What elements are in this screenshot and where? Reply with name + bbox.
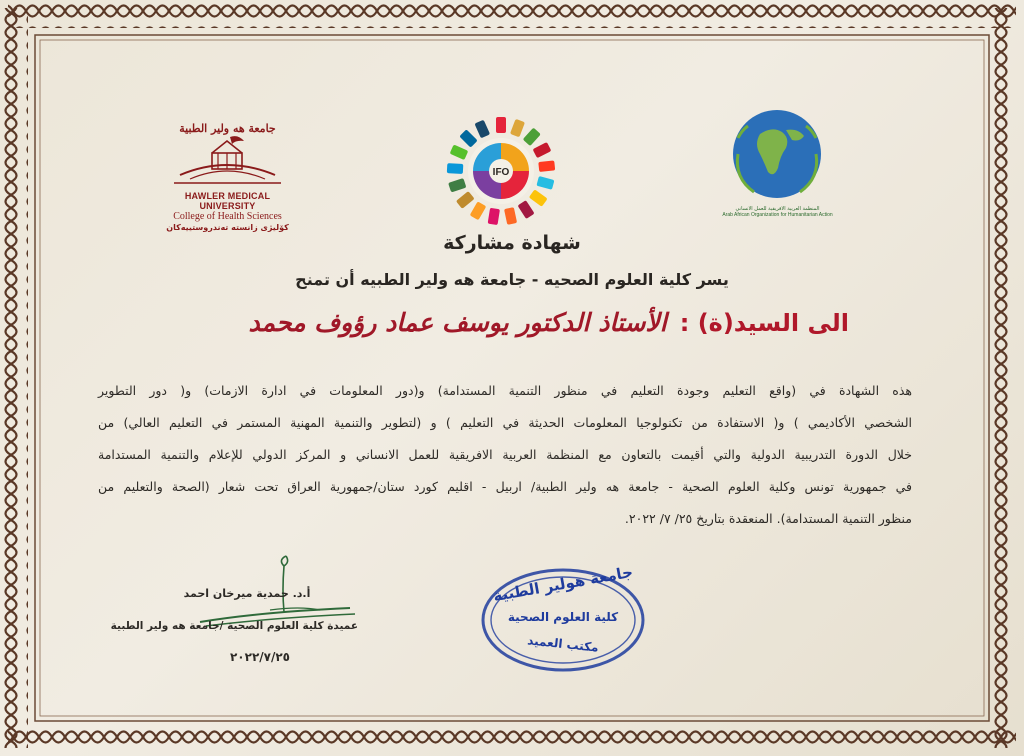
recipient-line [249, 308, 850, 337]
hmu-emblem-icon [160, 135, 295, 185]
organization-english-caption: Arab African Organization for Humanitarian Action [722, 212, 833, 218]
body-line-5: منظور التنمية المستدامة). المنعقدة بتاريخ ٢٥/ ٧/ ٢٠٢٢. [624, 511, 912, 526]
stamp-line-2: كلية العلوم الصحية [507, 610, 619, 624]
signer-name: أ.د. حمدية ميرخان احمد [183, 587, 311, 600]
hmu-kurdish-name: کۆلیژی زانستە تەندروستییەکان [166, 223, 289, 232]
certificate-title: شهادة مشاركة [443, 232, 581, 254]
sdg-wheel-logo [445, 115, 557, 227]
official-stamp [478, 562, 648, 675]
certificate-subtitle: يسر كلية العلوم الصحيه - جامعة هه ولير الطبيه أن تمنح [295, 270, 729, 289]
body-line-3: خلال الدورة التدريبية الدولية والتي أقيمت بالتعاون مع المنظمة العربية الافريقية للعمل الانساني و المركز الدولي للإعلام والتنمية المستدامة [98, 447, 912, 462]
sdg-center-label: IFO [492, 167, 510, 178]
body-line-4: في جمهورية تونس وكلية العلوم الصحية - جامعة هه ولير الطبية/ اربيل - اقليم كورد ستان/جمهورية العراق تحت شعار (الصحة والتعليم من [98, 479, 912, 494]
body-line-2: الشخصي الأكاديمي ) و( الاستفادة من تكنولوجيا المعلومات الحديثة في التعليم ) و (لتطوير والتنمية المهنية المستمر في التعليم العالي) من [98, 415, 912, 430]
signer-title: عميدة كلية العلوم الصحية /جامعة هه ولير الطبية [110, 620, 358, 632]
hawler-medical-university-logo [160, 108, 295, 232]
signature-date: ٢٠٢٢/٧/٢٥ [229, 650, 291, 664]
arab-african-organization-logo [720, 108, 835, 218]
hmu-english-name: HAWLER MEDICAL UNIVERSITY [184, 191, 271, 211]
recipient-label: الى السيد(ة) : [679, 309, 849, 337]
hmu-arabic-name: جامعة هه ولير الطبية [179, 122, 276, 135]
stamp-line-1: جامعة هولير الطبية [491, 562, 635, 606]
hmu-college-name: College of Health Sciences [173, 211, 282, 222]
globe-wreath-icon [720, 108, 835, 200]
recipient-name: الأستاذ الدكتور يوسف عماد رؤوف محمد [248, 308, 667, 337]
organization-arabic-caption: المنظمة العربية الافريقية للعمل الانساني [735, 206, 820, 212]
stamp-line-3: مكتب العميد [526, 633, 600, 655]
body-line-1: هذه الشهادة في (واقع التعليم وجودة التعليم في منظور التنمية المستدامة) و(دور المعلومات في ادارة الازمات) و( دور التطوير [98, 383, 912, 398]
